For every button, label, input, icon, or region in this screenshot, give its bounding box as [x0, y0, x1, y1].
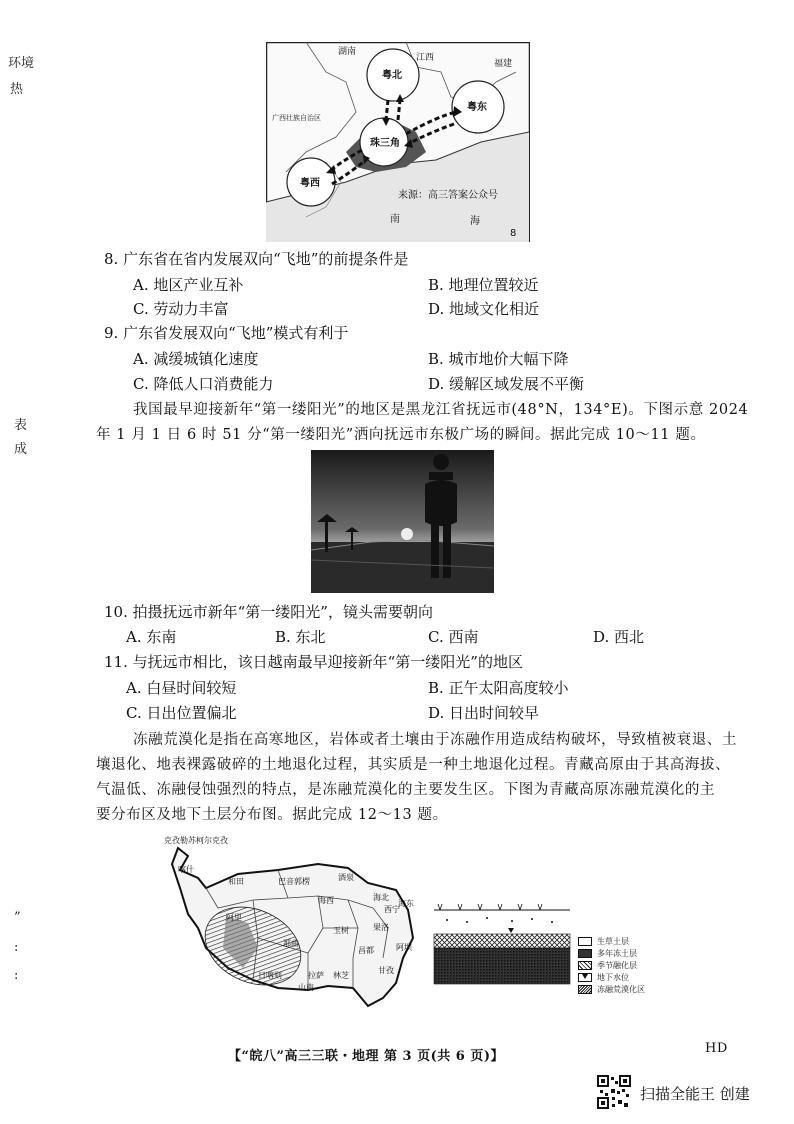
label-rikaze: 日喀则 — [258, 971, 282, 980]
question-10-stem: 10. 拍摄抚远市新年“第一缕阳光”，镜头需要朝向 — [104, 603, 433, 621]
page-footer: 【“皖八”高三三联・地理 第 3 页(共 6 页)】 — [228, 1049, 504, 1064]
intro-12-line-2: 壤退化、地表裸露破碎的土地退化过程，其实质是一种土地退化过程。青藏高原由于其高海拔、 — [96, 757, 731, 773]
label-haibei: 海北 — [373, 893, 389, 902]
legend-swatch — [578, 973, 592, 982]
label-xining: 西宁 — [384, 905, 400, 914]
legend-label: 生草土层 — [597, 936, 629, 946]
question-11-option-d[interactable]: D. 日出时间较早 — [428, 704, 540, 722]
intro-10-line-2: 年 1 月 1 日 6 时 51 分“第一缕阳光”洒向抚远市东极广场的瞬间。据此完成 10～11 题。 — [96, 427, 706, 443]
margin-mark: : — [14, 940, 19, 955]
sunrise-photo — [311, 450, 494, 593]
question-11-option-a[interactable]: A. 白昼时间较短 — [126, 679, 237, 697]
label-ganzi: 甘孜 — [378, 966, 394, 975]
label-linzhi: 林芝 — [333, 971, 349, 980]
label-kizilsu: 克孜勒苏柯尔克孜 — [164, 836, 228, 845]
legend-swatch — [578, 985, 592, 994]
question-10-option-a[interactable]: A. 东南 — [126, 628, 177, 646]
label-hai: 海 — [470, 216, 480, 227]
intro-12-line-3: 气温低、冻融侵蚀强烈的特点，是冻融荒漠化的主要发生区。下图为青藏高原冻融荒漠化的主 — [96, 782, 716, 798]
margin-fragment-3: 表 — [14, 418, 28, 433]
label-kashi: 喀什 — [178, 865, 194, 874]
legend-swatch — [578, 961, 592, 970]
label-yushu: 玉树 — [333, 926, 349, 935]
margin-fragment-4: 成 — [14, 442, 28, 457]
legend-item — [578, 935, 645, 947]
question-9-option-b[interactable]: B. 城市地价大幅下降 — [428, 350, 569, 368]
intro-12-line-4: 要分布区及地下土层分布图。据此完成 12～13 题。 — [96, 807, 448, 823]
label-naqu: 那曲 — [283, 939, 299, 948]
legend-label: 多年冻土层 — [597, 948, 637, 958]
question-8-option-a[interactable]: A. 地区产业互补 — [133, 276, 244, 294]
label-fujian: 福建 — [494, 59, 513, 69]
scanner-watermark: 扫描全能王 创建 — [640, 1085, 750, 1103]
legend-label: 地下水位 — [597, 972, 629, 982]
tibet-plateau-map — [158, 828, 426, 1030]
margin-fragment-2: 热 — [10, 82, 24, 97]
label-hunan: 湖南 — [338, 47, 357, 57]
label-changdu: 昌都 — [358, 946, 374, 955]
legend-swatch — [578, 937, 592, 946]
soil-legend — [578, 935, 645, 995]
label-guangxi: 广西壮族自治区 — [272, 114, 321, 122]
question-9-option-d[interactable]: D. 缓解区域发展不平衡 — [428, 375, 585, 393]
label-haixi: 海西 — [318, 896, 334, 905]
label-hetian: 和田 — [228, 877, 244, 886]
label-guoluo: 果洛 — [373, 923, 389, 932]
question-9-option-c[interactable]: C. 降低人口消费能力 — [133, 375, 274, 393]
question-10-option-b[interactable]: B. 东北 — [275, 628, 326, 646]
margin-fragment-1: 环境 — [8, 56, 35, 71]
legend-swatch — [578, 949, 592, 958]
question-10-option-d[interactable]: D. 西北 — [593, 628, 645, 646]
legend-item — [578, 947, 645, 959]
label-shannan: 山南 — [298, 983, 314, 992]
question-8-stem: 8. 广东省在省内发展双向“飞地”的前提条件是 — [104, 250, 409, 268]
label-aba: 阿坝 — [396, 943, 412, 952]
margin-mark: ” — [14, 910, 21, 925]
legend-item — [578, 959, 645, 971]
question-8-option-c[interactable]: C. 劳动力丰富 — [133, 300, 229, 318]
legend-item — [578, 971, 645, 983]
intro-10-line-1: 我国最早迎接新年“第一缕阳光”的地区是黑龙江省抚远市(48°N，134°E)。下图示意 2024 — [133, 402, 749, 418]
label-jiuquan: 酒泉 — [338, 873, 354, 882]
label-haidong: 海东 — [398, 899, 414, 908]
label-ali: 阿里 — [226, 913, 242, 922]
label-zhusanjiao: 珠三角 — [370, 138, 400, 149]
label-page-mark: 8 — [510, 228, 517, 239]
margin-mark: : — [14, 968, 19, 983]
question-9-stem: 9. 广东省发展双向“飞地”模式有利于 — [104, 324, 349, 342]
legend-label: 冻融荒漠化区 — [597, 984, 645, 994]
question-11-stem: 11. 与抚远市相比，该日越南最早迎接新年“第一缕阳光”的地区 — [104, 653, 523, 671]
label-source: 来源：高三答案公众号 — [398, 190, 498, 201]
label-jiangxi: 江西 — [416, 53, 435, 63]
label-yuedong: 粤东 — [467, 102, 487, 113]
label-lasa: 拉萨 — [308, 971, 324, 980]
question-8-option-d[interactable]: D. 地域文化相近 — [428, 300, 540, 318]
page-corner-mark: HD — [705, 1041, 728, 1056]
intro-12-line-1: 冻融荒漠化是指在高寒地区，岩体或者土壤由于冻融作用造成结构破坏，导致植被衰退、土 — [133, 732, 737, 748]
legend-label: 季节融化层 — [597, 960, 637, 970]
question-11-option-b[interactable]: B. 正午太阳高度较小 — [428, 679, 569, 697]
label-yuebei: 粤北 — [382, 70, 402, 81]
guangdong-enclave-map — [266, 42, 530, 242]
qr-code-icon — [597, 1075, 631, 1109]
label-nan: 南 — [390, 214, 400, 225]
soil-profile-diagram — [432, 900, 572, 988]
label-bayin: 巴音郭楞 — [278, 877, 310, 886]
label-yuexi: 粤西 — [300, 178, 320, 189]
question-8-option-b[interactable]: B. 地理位置较近 — [428, 276, 539, 294]
question-9-option-a[interactable]: A. 减缓城镇化速度 — [133, 350, 259, 368]
question-10-option-c[interactable]: C. 西南 — [428, 628, 479, 646]
question-11-option-c[interactable]: C. 日出位置偏北 — [126, 704, 237, 722]
legend-item — [578, 983, 645, 995]
